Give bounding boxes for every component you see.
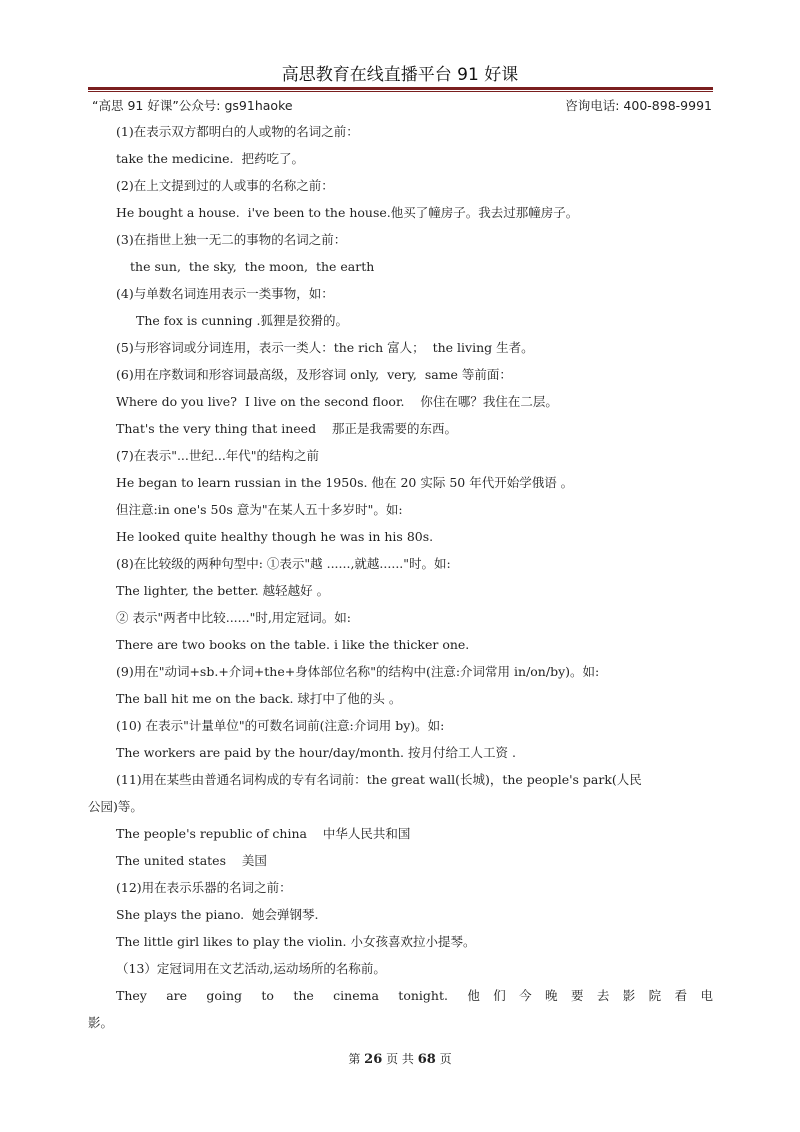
body-line: He bought a house. i've been to the house.他买了幢房子。我去过那幢房子。 [116, 205, 579, 220]
body-line: That's the very thing that ineed 那正是我需要的东西。 [116, 421, 457, 436]
body-line: He looked quite healthy though he was in his 80s. [116, 529, 434, 544]
body-line: the sun, the sky, the moon, the earth [130, 259, 375, 274]
body-line: (4)与单数名词连用表示一类事物，如： [116, 286, 334, 301]
body-line: (1)在表示双方都明白的人或物的名词之前： [116, 124, 359, 139]
header-title: 高思教育在线直播平台 91 好课 [281, 65, 519, 85]
body-line: take the medicine. 把药吃了。 [116, 151, 304, 166]
body-line: (6)用在序数词和形容词最高级，及形容词 only, very, same 等前面： [116, 367, 512, 382]
body-line: 影。 [88, 1015, 114, 1030]
header-rule-thin [88, 91, 713, 92]
header-wechat-account: “高思 91 好课”公众号: gs91haoke [92, 98, 293, 113]
body-line: 但注意:in one's 50s 意为"在某人五十多岁时"。如: [116, 502, 403, 517]
body-line: There are two books on the table. i like the thicker one. [116, 637, 470, 652]
body-line: The lighter, the better. 越轻越好 。 [116, 583, 330, 598]
body-line: The ball hit me on the back. 球打中了他的头 。 [116, 691, 402, 706]
body-line: (10) 在表示"计量单位"的可数名词前(注意:介词用 by)。如: [116, 718, 445, 733]
body-line: (2)在上文提到过的人或事的名称之前： [116, 178, 334, 193]
body-line: (5)与形容词或分词连用，表示一类人：the rich 富人； the living 生者。 [116, 340, 534, 355]
footer-total-pages: 68 [417, 1052, 436, 1067]
body-line: 公园)等。 [88, 799, 143, 814]
footer-page-number: 26 [364, 1052, 383, 1067]
body-line: (11)用在某些由普通名词构成的专有名词前：the great wall(长城)，the people's park(人民 [116, 772, 642, 787]
body-line: (8)在比较级的两种句型中: ①表示"越 ......,就越......"时。如: [116, 556, 451, 571]
footer-middle: 页 共 [386, 1052, 414, 1066]
page-footer [0, 1050, 800, 1067]
body-line: He began to learn russian in the 1950s. 他在 20 实际 50 年代开始学俄语 。 [116, 475, 574, 490]
body-line: Where do you live? I live on the second floor. 你住在哪？我住在二层。 [116, 394, 558, 409]
body-line: ② 表示"两者中比较......"时,用定冠词。如: [116, 610, 351, 625]
body-line: The little girl likes to play the violin. 小女孩喜欢拉小提琴。 [116, 934, 476, 949]
body-line: They are going to the cinema tonight. 他们今晚要去影院看电 [116, 988, 713, 1003]
body-line: She plays the piano. 她会弹钢琴. [116, 907, 319, 922]
body-line: The people's republic of china 中华人民共和国 [116, 826, 411, 841]
body-line: (7)在表示"...世纪...年代"的结构之前 [116, 448, 320, 463]
footer-suffix: 页 [439, 1052, 452, 1066]
header-phone: 咨询电话: 400-898-9991 [565, 98, 712, 113]
footer-prefix: 第 [348, 1052, 361, 1066]
body-line: The united states 美国 [116, 853, 267, 868]
body-line: (9)用在"动词+sb.+介词+the+身体部位名称"的结构中(注意:介词常用 in/on/by)。如: [116, 664, 600, 679]
body-line: (12)用在表示乐器的名词之前： [116, 880, 292, 895]
body-line: The fox is cunning .狐狸是狡猾的。 [136, 313, 348, 328]
body-line: （13）定冠词用在文艺活动,运动场所的名称前。 [116, 961, 386, 976]
body-line: (3)在指世上独一无二的事物的名词之前： [116, 232, 347, 247]
body-line: The workers are paid by the hour/day/month. 按月付给工人工资 . [116, 745, 516, 760]
header-rule-thick [88, 87, 713, 90]
